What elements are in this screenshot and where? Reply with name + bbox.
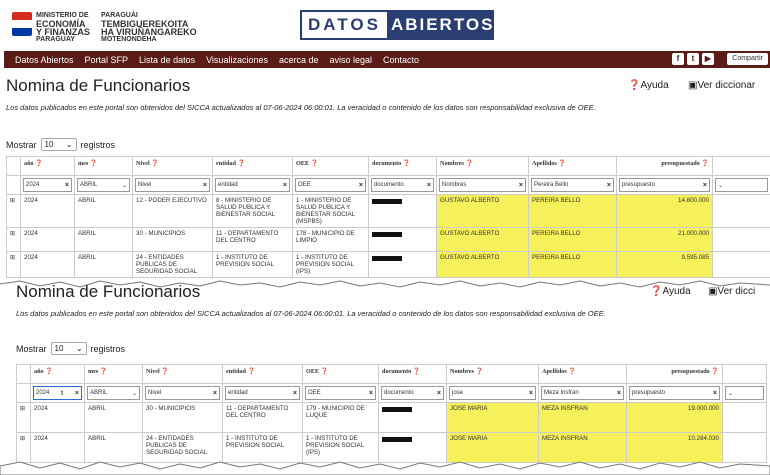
top-screenshot bbox=[0, 72, 770, 282]
guarani-line4: MOTENONDEHA bbox=[101, 36, 157, 43]
filter-row bbox=[17, 384, 767, 403]
page-length-control: Mostrar 10 ⌄ registros bbox=[16, 343, 126, 354]
help-link[interactable]: ❓Ayuda bbox=[628, 80, 669, 91]
filter-documento[interactable]: documento × bbox=[371, 178, 434, 192]
chevron-down-icon: ⌄ bbox=[75, 344, 83, 353]
filter-mes[interactable]: ABRIL ⌄ bbox=[77, 178, 130, 192]
guarani-line3: HA VIRUÑANGAREKO bbox=[101, 27, 197, 37]
clear-icon: × bbox=[202, 181, 207, 189]
chevron-down-icon: ⌄ bbox=[121, 182, 127, 189]
nav-visualizaciones[interactable]: Visualizaciones bbox=[206, 54, 268, 65]
col-documento[interactable]: documento ❓ bbox=[379, 365, 447, 384]
torn-edge-bottom bbox=[0, 458, 770, 475]
chevron-down-icon: ⌄ bbox=[131, 390, 137, 397]
filter-presupuesto[interactable]: presupuesto × bbox=[619, 178, 710, 192]
col-anio[interactable]: año ❓ bbox=[21, 157, 75, 176]
logo-abiertos: ABIERTOS bbox=[387, 12, 495, 38]
header-row bbox=[7, 157, 770, 176]
col-apellidos[interactable]: Apellidos ❓ bbox=[539, 365, 627, 384]
filter-extra[interactable]: ⌄ bbox=[715, 178, 768, 192]
row-expand-icon[interactable]: ⊞ bbox=[7, 195, 21, 228]
col-entidad[interactable]: entidad ❓ bbox=[213, 157, 293, 176]
col-mes[interactable]: mes ❓ bbox=[75, 157, 133, 176]
redacted-document bbox=[372, 199, 402, 204]
clear-icon: × bbox=[702, 181, 707, 189]
filter-entidad[interactable]: entidad × bbox=[215, 178, 290, 192]
help-icon: ❓ bbox=[628, 80, 641, 91]
ministry-line3: Y FINANZAS bbox=[36, 27, 90, 37]
clear-icon: × bbox=[616, 389, 621, 397]
row-expand-icon[interactable]: ⊞ bbox=[7, 252, 21, 278]
facebook-icon[interactable]: f bbox=[672, 53, 684, 65]
filter-apellidos[interactable]: Meza Insfran × bbox=[541, 386, 624, 400]
nav-lista-datos[interactable]: Lista de datos bbox=[139, 54, 196, 65]
table-row: ⊞ 2024 ABRIL 30 - MUNICIPIOS 11 - DEPARTAMENTO DEL CENTRO 178 - MUNICIPIO DE LIMPIO GUSTAVO ALBERTO PEREIRA BELLO 21.000.000 bbox=[7, 228, 770, 252]
dictionary-icon: ▣ bbox=[708, 286, 718, 297]
filter-documento[interactable]: documento × bbox=[381, 386, 444, 400]
col-oee[interactable]: OEE ❓ bbox=[303, 365, 379, 384]
results-table bbox=[16, 364, 767, 463]
table-row: ⊞ 2024 ABRIL 24 - ENTIDADES PUBLICAS DE SEGURIDAD SOCIAL 1 - INSTITUTO DE PREVISION SOCIAL 1 - INSTITUTO DE PREVISION SOCIAL (IPS) JOSE MARIA MEZA INSFRAN 10.284.030 bbox=[17, 433, 767, 463]
redacted-document bbox=[372, 256, 402, 261]
help-link[interactable]: ❓Ayuda bbox=[650, 286, 691, 297]
clear-icon: × bbox=[74, 389, 79, 397]
clear-icon: × bbox=[282, 181, 287, 189]
clear-icon: × bbox=[436, 389, 441, 397]
col-nombres[interactable]: Nombres ❓ bbox=[437, 157, 529, 176]
filter-nombres[interactable]: jose × bbox=[449, 386, 536, 400]
table-row: ⊞ 2024 ABRIL 30 - MUNICIPIOS 11 - DEPARTAMENTO DEL CENTRO 179 - MUNICIPIO DE LUQUE JOSE MARIA MEZA INSFRAN 19.000.000 bbox=[17, 403, 767, 433]
dictionary-link[interactable]: ▣Ver diccionar bbox=[688, 80, 756, 91]
col-presupuestado[interactable]: presupuestado ❓ bbox=[627, 365, 723, 384]
clear-icon: × bbox=[518, 181, 523, 189]
col-documento[interactable]: documento ❓ bbox=[369, 157, 437, 176]
datos-abiertos-logo[interactable] bbox=[300, 10, 494, 40]
filter-presupuesto[interactable]: presupuesto × bbox=[629, 386, 720, 400]
nav-acerca-de[interactable]: acerca de bbox=[278, 54, 319, 65]
nav-datos-abiertos[interactable]: Datos Abiertos bbox=[15, 54, 74, 65]
social-links bbox=[672, 53, 714, 65]
page-description: Los datos publicados en este portal son obtenidos del SICCA actualizados al 07-06-2024 06:00:01. La veracidad o contenido de los datos son responsabilidad exclusiva de OEE. bbox=[16, 309, 606, 318]
filter-row bbox=[7, 176, 770, 195]
ministry-logo bbox=[6, 8, 206, 42]
ministry-line1: MINISTERIO DE bbox=[36, 12, 89, 19]
page-title: Nomina de Funcionarios bbox=[16, 282, 201, 301]
ministry-line2: ECONOMÍA bbox=[36, 19, 86, 29]
clear-icon: × bbox=[358, 181, 363, 189]
filter-nombres[interactable]: Nombres × bbox=[439, 178, 526, 192]
filter-extra[interactable]: ⌄ bbox=[725, 386, 764, 400]
redacted-document bbox=[372, 232, 402, 237]
filter-oee[interactable]: OEE × bbox=[305, 386, 376, 400]
col-apellidos[interactable]: Apellidos ❓ bbox=[529, 157, 617, 176]
main-nav bbox=[4, 51, 770, 68]
share-button[interactable]: Compartir bbox=[727, 53, 768, 65]
guarani-line2: TEMBIGUEREKOITA bbox=[101, 19, 189, 29]
table-row: ⊞ 2024 ABRIL 12 - PODER EJECUTIVO 8 - MINISTERIO DE SALUD PUBLICA Y BIENESTAR SOCIAL 1 - MINISTERIO DE SALUD PUBLICA Y BIENESTAR SOCIAL (MSPBS) GUSTAVO ALBERTO PEREIRA BELLO 14.800.000 bbox=[7, 195, 770, 228]
col-mes[interactable]: mes ❓ bbox=[85, 365, 143, 384]
stepper-icon: ⇕ bbox=[59, 390, 65, 397]
clear-icon: × bbox=[712, 389, 717, 397]
logo-datos: DATOS bbox=[302, 12, 387, 38]
header-row bbox=[17, 365, 767, 384]
page-length-select[interactable]: 10 ⌄ bbox=[51, 342, 87, 355]
guarani-line1: PARAGUÁI bbox=[101, 12, 138, 19]
filter-anio[interactable]: 2024 ⇕ × bbox=[33, 386, 82, 400]
col-oee[interactable]: OEE ❓ bbox=[293, 157, 369, 176]
filter-oee[interactable]: OEE × bbox=[295, 178, 366, 192]
clear-icon: × bbox=[212, 389, 217, 397]
ministry-line4: PARAGUAY bbox=[36, 36, 75, 43]
col-nombres[interactable]: Nombres ❓ bbox=[447, 365, 539, 384]
dictionary-link[interactable]: ▣Ver dicci bbox=[708, 286, 756, 297]
clear-icon: × bbox=[64, 181, 69, 189]
youtube-icon[interactable]: ▶ bbox=[702, 53, 714, 65]
clear-icon: × bbox=[368, 389, 373, 397]
page-description: Los datos publicados en este portal son obtenidos del SICCA actualizados al 07-06-2024 06:00:01. La veracidad o contenido de los datos son responsabilidad exclusiva de OEE. bbox=[6, 103, 596, 112]
filter-apellidos[interactable]: Pereira Bello × bbox=[531, 178, 614, 192]
clear-icon: × bbox=[426, 181, 431, 189]
filter-anio[interactable]: 2024 × bbox=[23, 178, 72, 192]
col-presupuestado[interactable]: presupuestado ❓ bbox=[617, 157, 713, 176]
filter-nivel[interactable]: Nivel × bbox=[145, 386, 220, 400]
row-expand-icon[interactable]: ⊞ bbox=[17, 403, 31, 433]
nav-contacto[interactable]: Contacto bbox=[383, 54, 420, 65]
page-title: Nomina de Funcionarios bbox=[6, 76, 191, 95]
row-expand-icon[interactable]: ⊞ bbox=[17, 433, 31, 463]
chevron-down-icon: ⌄ bbox=[65, 140, 73, 149]
site-header bbox=[6, 4, 766, 48]
filter-mes[interactable]: ABRIL ⌄ bbox=[87, 386, 140, 400]
twitter-icon[interactable]: t bbox=[687, 53, 699, 65]
clear-icon: × bbox=[606, 181, 611, 189]
help-icon: ❓ bbox=[650, 286, 663, 297]
col-entidad[interactable]: entidad ❓ bbox=[223, 365, 303, 384]
nav-aviso-legal[interactable]: aviso legal bbox=[329, 54, 373, 65]
nav-portal-sfp[interactable]: Portal SFP bbox=[84, 54, 129, 65]
paraguay-flag-icon bbox=[12, 12, 32, 36]
table-row: ⊞ 2024 ABRIL 24 - ENTIDADES PUBLICAS DE SEGURIDAD SOCIAL 1 - INSTITUTO DE PREVISION SOCIAL 1 - INSTITUTO DE PREVISION SOCIAL (IPS) GUSTAVO ALBERTO PEREIRA BELLO 9.595.085 bbox=[7, 252, 770, 278]
clear-icon: × bbox=[528, 389, 533, 397]
row-expand-icon[interactable]: ⊞ bbox=[7, 228, 21, 252]
page-length-control: Mostrar 10 ⌄ registros bbox=[6, 139, 116, 150]
redacted-document bbox=[382, 407, 412, 412]
results-table bbox=[6, 156, 770, 278]
dictionary-icon: ▣ bbox=[688, 80, 698, 91]
clear-icon: × bbox=[292, 389, 297, 397]
filter-nivel[interactable]: Nivel × bbox=[135, 178, 210, 192]
col-anio[interactable]: año ❓ bbox=[31, 365, 85, 384]
filter-entidad[interactable]: entidad × bbox=[225, 386, 300, 400]
bottom-screenshot bbox=[0, 282, 770, 475]
col-nivel[interactable]: Nivel ❓ bbox=[133, 157, 213, 176]
page-length-select[interactable]: 10 ⌄ bbox=[41, 138, 77, 151]
redacted-document bbox=[382, 437, 412, 442]
col-nivel[interactable]: Nivel ❓ bbox=[143, 365, 223, 384]
